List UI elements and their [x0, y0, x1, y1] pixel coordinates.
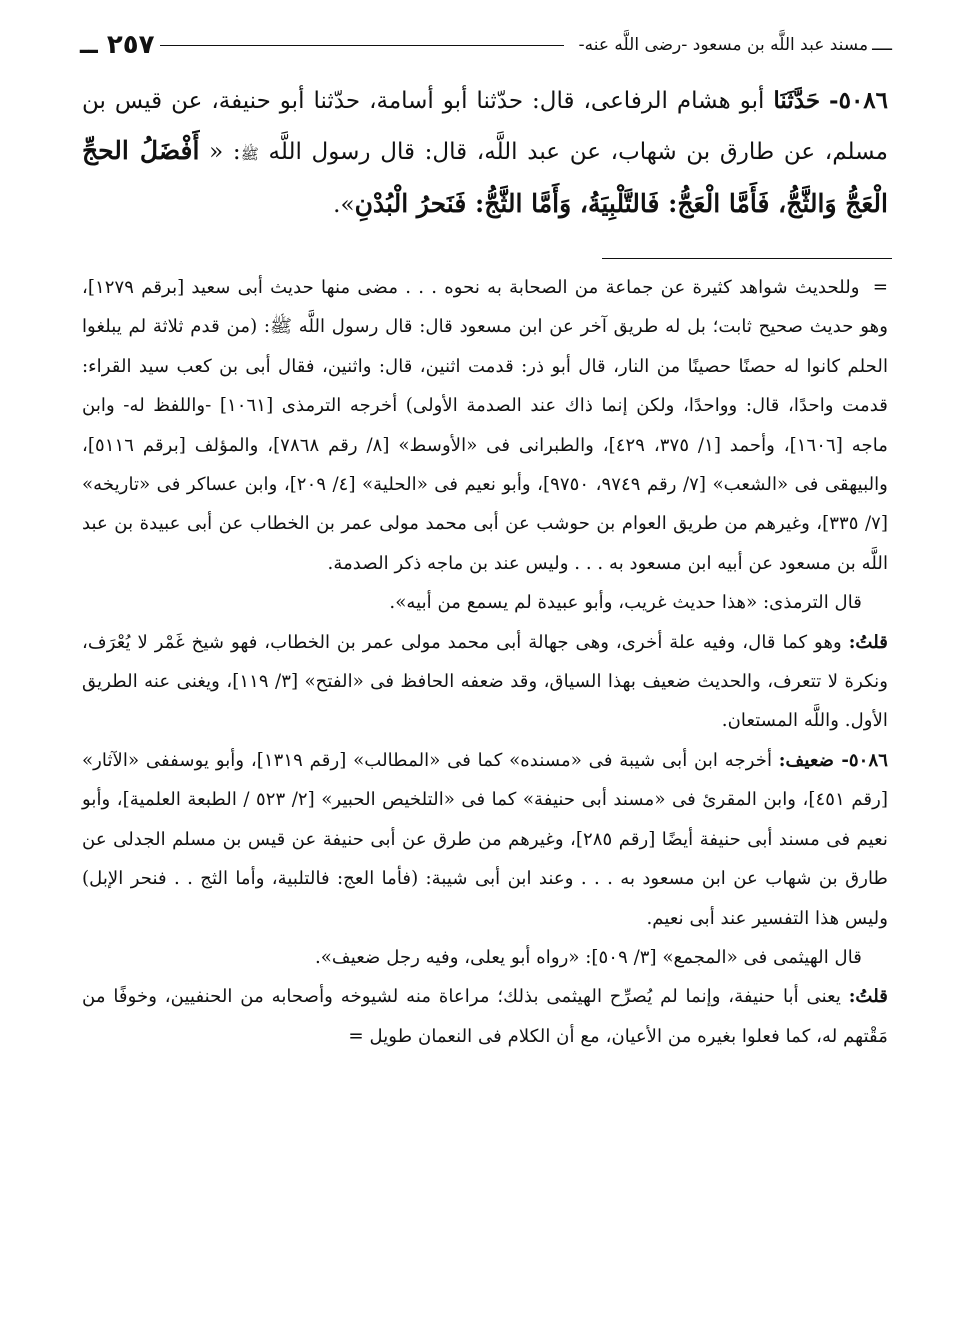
qultu-note-1 [82, 623, 888, 741]
footnote-5086 [82, 741, 888, 938]
tirmidhi-remark: قال الترمذى: «هذا حديث غريب، وأبو عبيدة لم يسمع من أبيه». [389, 592, 862, 614]
salawat-glyph: ﷺ [240, 145, 259, 163]
footnote-5086-label: ٥٠٨٦- ضعيف: [778, 749, 888, 771]
hadith-haddathana: حَدَّثَنَا [773, 87, 821, 114]
footnote-continued [82, 268, 888, 583]
running-header [80, 28, 892, 62]
footnote-divider [602, 258, 892, 259]
hadith-number: ٥٠٨٦- [829, 87, 889, 114]
qultu-note-2 [82, 977, 888, 1056]
page-number-dash: ــ [80, 30, 98, 60]
header-title: مسند عبد اللَّه بن مسعود -رضى اللَّه عنه- [578, 35, 869, 55]
header-rule [160, 45, 564, 46]
hadith-isnad: أبو هشام الرفاعى، قال: حدّثنا أبو أسامة، حدّثنا أبو حنيفة، عن قيس بن مسلم، عن طارق بن شهاب، عن عبد اللَّه، قال: قال رسول اللَّه [82, 88, 888, 165]
continuation-marker: = [872, 277, 888, 298]
qultu-label: قلتُ: [848, 631, 888, 653]
page-number: ٢٥٧ ــ [80, 30, 155, 60]
qultu-body: وهو كما قال، وفيه علة أخرى، وهى جهالة أبى محمد مولى عمر بن الخطاب، فهو شيخ غَمْر لا يُعْرَف، ونكرة لا تتعرف، والحديث ضعيف بهذا السياق، وقد ضعفه الحافظ فى «الفتح» [٣/ ١١٩]، ويغنى عنه الطريق الأول. واللَّه المستعان. [82, 631, 888, 732]
footnotes [82, 268, 888, 1056]
haythami-remark: قال الهيثمى فى «المجمع» [٣/ ٥٠٩]: «رواه أبو يعلى، وفيه رجل ضعيف». [314, 946, 862, 968]
footnote-prev-body: وللحديث شواهد كثيرة عن جماعة من الصحابة به نحوه . . . مضى منها حديث أبى سعيد [برقم ١٢٧٩]، وهو حديث صحيح ثابت؛ بل له طريق آخر عن ابن مسعود قال: قال رسول اللَّه ﷺ: (من قدم ثلاثة لم يبلغوا الحلم كانوا له حصنًا حصينًا من النار، قال أبو ذر: قدمت اثنين، قال: واثنين، فقال أبى بن كعب سيد القراء: قدمت واحدًا، قال: وواحدًا، ولكن إنما ذاك عند الصدمة الأولى) أخرجه الترمذى [١٠٦١] -واللفظ له- وابن ماجه [١٦٠٦]، وأحمد [١/ ٣٧٥، ٤٢٩]، والطبرانى فى «الأوسط» [٨/ رقم ٧٨٦٨]، والمؤلف [برقم ٥١١٦]، والبيهقى فى «الشعب» [٧/ رقم ٩٧٤٩، ٩٧٥٠]، وأبو نعيم فى «الحلية» [٤/ ٢٠٩]، وابن عساكر فى «تاريخه» [٧/ ٣٣٥]، وغيرهم من طريق العوام بن حوشب عن أبى محمد مولى عمر بن الخطاب عن أبى عبيدة بن عبد اللَّه بن مسعود عن أبيه ابن مسعود به . . . وليس عند بن ماجه ذكر الصدمة. [82, 277, 889, 574]
footnote-5086-body: أخرجه ابن أبى شيبة فى «مسنده» كما فى «المطالب» [رقم ١٣١٩]، وأبو يوسففى «الآثار» [رقم ٤٥١]، وابن المقرئ فى «مسند أبى حنيفة» كما فى «التلخيص الحبير» [٢/ ٥٢٣ / الطبعة العلمية]، وأبو نعيم فى مسند أبى حنيفة أيضًا [رقم ٢٨٥]، وغيرهم من طرق عن أبى حنيفة عن قيس بن مسلم الجدلى عن طارق بن شهاب عن ابن مسعود به . . . وعند ابن أبى شيبة: (فأما العج: فالتلبية، وأما الثج . . فنحر الإبل) وليس هذا التفسير عند أبى نعيم. [82, 749, 888, 929]
hadith-text [82, 76, 888, 230]
quote-open: : « [209, 139, 241, 165]
qultu-label: قلتُ: [848, 986, 888, 1008]
continuation-marker: = [348, 1025, 364, 1047]
qultu-body: يعنى أبا حنيفة، وإنما لم يُصرِّح الهيثمى بذلك؛ مراعاة منه لشيوخه وأصحابه من الحنفيين، وخوفًا من مَقْتهم له، كما فعلوا بغيره من الأعيان، مع أن الكلام فى النعمان طويل [82, 986, 888, 1047]
hadith-matn: أَفْضَلُ الحجِّ الْعَجُّ وَالثَّجُّ، فَأَمَّا الْعَجُّ: فَالتَّلْبِيَةُ، وَأَمَّا الثَّجُّ: فَنَحرُ الْبُدْنِ [82, 136, 888, 218]
quote-close: ». [333, 192, 355, 218]
header-dash: ــــ [872, 35, 892, 55]
